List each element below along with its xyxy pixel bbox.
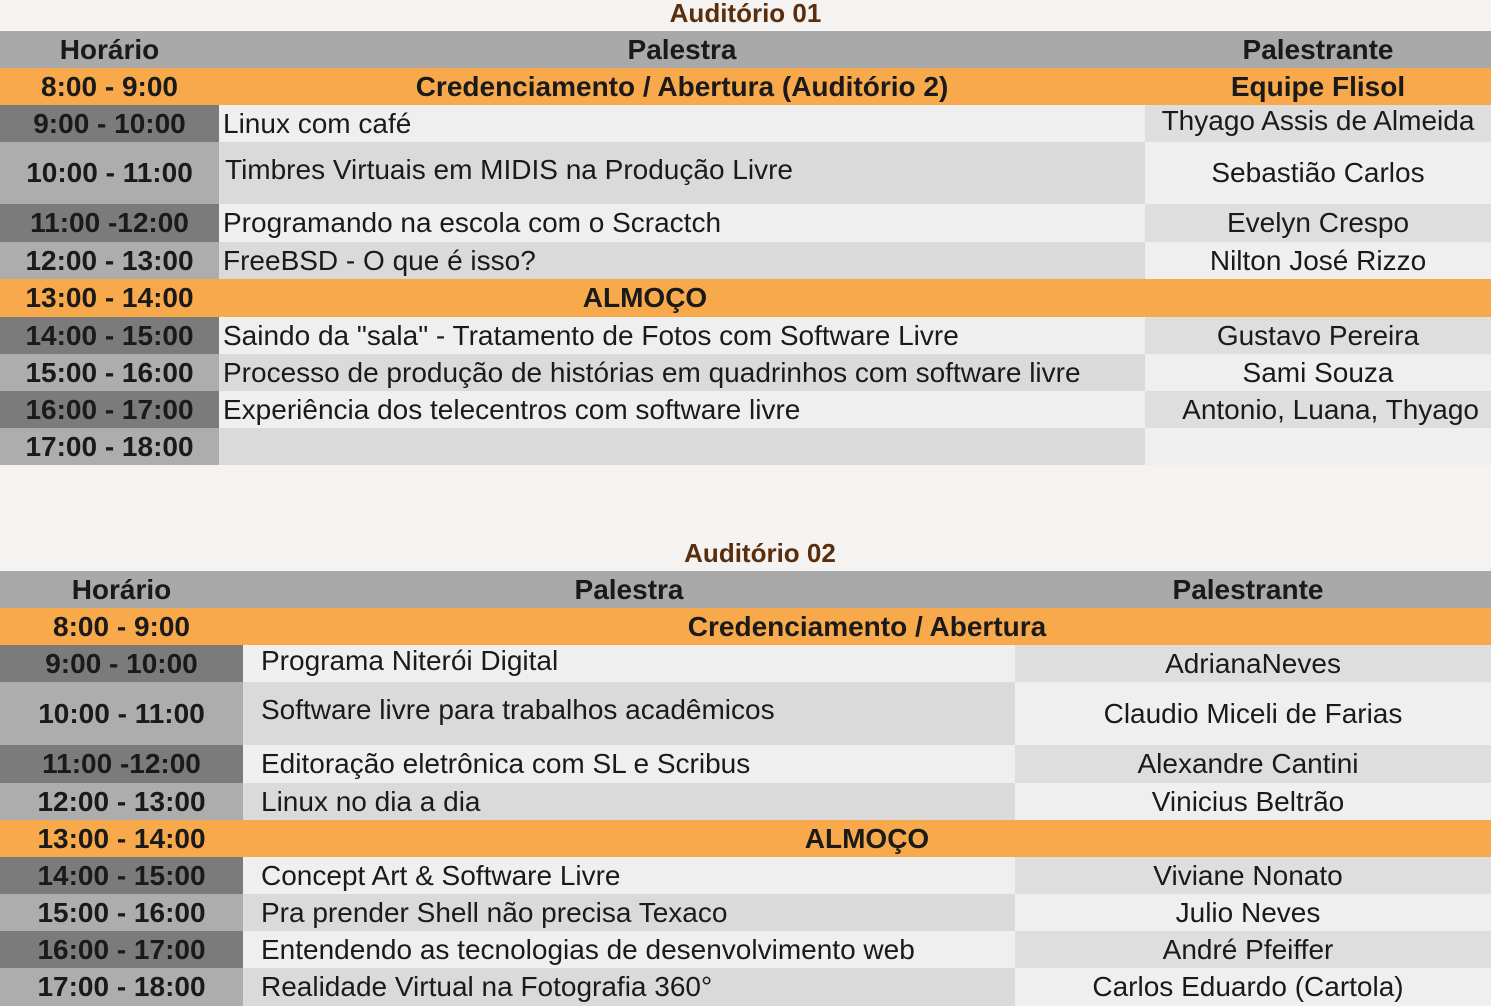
aud2-row-time: 16:00 - 17:00 <box>0 931 243 968</box>
aud1-opening-time: 8:00 - 9:00 <box>0 68 219 105</box>
aud1-row-time: 16:00 - 17:00 <box>0 391 219 428</box>
aud1-row <box>0 428 1491 465</box>
aud2-row-time: 15:00 - 16:00 <box>0 894 243 931</box>
aud1-row <box>0 317 1491 354</box>
aud2-row-time: 14:00 - 15:00 <box>0 857 243 894</box>
aud2-row-speaker: Carlos Eduardo (Cartola) <box>1015 968 1491 1006</box>
aud2-row-speaker: AdrianaNeves <box>1015 645 1491 682</box>
aud1-opening-speaker: Equipe Flisol <box>1145 68 1491 105</box>
aud2-row <box>0 857 1491 894</box>
aud1-row-time: 9:00 - 10:00 <box>0 105 219 142</box>
aud2-row-time: 17:00 - 18:00 <box>0 968 243 1006</box>
aud2-header-row <box>0 571 1491 608</box>
aud1-row-time: 10:00 - 11:00 <box>0 142 219 204</box>
aud2-row-talk: Linux no dia a dia <box>243 783 1015 820</box>
aud1-row <box>0 142 1491 204</box>
aud2-lunch-time: 13:00 - 14:00 <box>0 820 243 857</box>
aud1-row-time: 14:00 - 15:00 <box>0 317 219 354</box>
aud1-row-talk: Timbres Virtuais em MIDIS na Produção Livre <box>219 142 1145 204</box>
aud2-row-time: 10:00 - 11:00 <box>0 682 243 745</box>
auditorium-2-title: Auditório 02 <box>684 538 836 568</box>
aud1-lunch-time: 13:00 - 14:00 <box>0 279 219 317</box>
aud1-row-time: 15:00 - 16:00 <box>0 354 219 391</box>
aud1-row <box>0 391 1491 428</box>
aud1-row-speaker: Nilton José Rizzo <box>1145 242 1491 279</box>
aud2-row-speaker: Julio Neves <box>1015 894 1491 931</box>
aud2-row <box>0 682 1491 745</box>
aud2-row <box>0 968 1491 1006</box>
aud1-row-speaker: Sami Souza <box>1145 354 1491 391</box>
aud1-header-talk: Palestra <box>219 31 1145 68</box>
aud2-row-time: 12:00 - 13:00 <box>0 783 243 820</box>
aud2-row <box>0 783 1491 820</box>
aud1-row-speaker: Evelyn Crespo <box>1145 204 1491 242</box>
aud2-row <box>0 894 1491 931</box>
aud1-header-row <box>0 31 1491 68</box>
aud1-row-talk: Saindo da "sala" - Tratamento de Fotos com Software Livre <box>219 317 1145 354</box>
aud1-row-talk: Linux com café <box>219 105 1145 142</box>
aud1-row-time: 12:00 - 13:00 <box>0 242 219 279</box>
aud1-row <box>0 105 1491 142</box>
aud1-row <box>0 242 1491 279</box>
aud2-lunch-label: ALMOÇO <box>243 820 1491 857</box>
aud1-row-talk: Experiência dos telecentros com software livre <box>219 391 1145 428</box>
aud2-header-talk: Palestra <box>243 571 1015 608</box>
aud2-row-talk: Pra prender Shell não precisa Texaco <box>243 894 1015 931</box>
aud2-row <box>0 645 1491 682</box>
aud2-row-talk: Concept Art & Software Livre <box>243 857 1015 894</box>
aud2-lunch-row <box>0 820 1491 857</box>
aud2-header-speaker: Palestrante <box>1015 571 1491 608</box>
aud2-row-talk: Programa Niterói Digital <box>243 645 1015 682</box>
aud1-header-time: Horário <box>0 31 219 68</box>
aud2-row-speaker: André Pfeiffer <box>1015 931 1491 968</box>
aud2-header-time: Horário <box>0 571 243 608</box>
aud2-opening-time: 8:00 - 9:00 <box>0 608 243 645</box>
aud2-row-talk: Realidade Virtual na Fotografia 360° <box>243 968 1015 1006</box>
aud1-row-time: 17:00 - 18:00 <box>0 428 219 465</box>
aud1-row-talk: Programando na escola com o Scractch <box>219 204 1145 242</box>
aud2-row-talk: Software livre para trabalhos acadêmicos <box>243 682 1015 745</box>
aud1-row-speaker: Gustavo Pereira <box>1145 317 1491 354</box>
aud2-row <box>0 745 1491 783</box>
aud2-opening-talk: Credenciamento / Abertura <box>243 608 1491 645</box>
aud1-row <box>0 354 1491 391</box>
aud2-row-speaker: Vinicius Beltrão <box>1015 783 1491 820</box>
aud2-row <box>0 931 1491 968</box>
aud2-opening-row <box>0 608 1491 645</box>
aud1-row <box>0 204 1491 242</box>
aud2-row-speaker: Claudio Miceli de Farias <box>1015 682 1491 745</box>
aud2-row-time: 9:00 - 10:00 <box>0 645 243 682</box>
aud2-row-talk: Entendendo as tecnologias de desenvolvimento web <box>243 931 1015 968</box>
aud1-row-talk <box>219 428 1145 465</box>
aud1-row-speaker: Sebastião Carlos <box>1145 142 1491 204</box>
aud2-row-speaker: Alexandre Cantini <box>1015 745 1491 783</box>
aud1-row-speaker: Antonio, Luana, Thyago <box>1145 391 1491 428</box>
aud1-opening-row <box>0 68 1491 105</box>
aud1-row-speaker <box>1145 428 1491 465</box>
auditorium-1-title: Auditório 01 <box>669 0 822 28</box>
aud2-row-time: 11:00 -12:00 <box>0 745 243 783</box>
aud1-opening-talk: Credenciamento / Abertura (Auditório 2) <box>219 68 1145 105</box>
aud2-row-speaker: Viviane Nonato <box>1015 857 1491 894</box>
aud1-row-time: 11:00 -12:00 <box>0 204 219 242</box>
aud1-row-talk: FreeBSD - O que é isso? <box>219 242 1145 279</box>
aud1-lunch-label: ALMOÇO <box>219 279 1491 317</box>
aud2-row-talk: Editoração eletrônica com SL e Scribus <box>243 745 1015 783</box>
aud1-row-talk: Processo de produção de histórias em quadrinhos com software livre <box>219 354 1145 391</box>
aud1-row-speaker: Thyago Assis de Almeida <box>1145 105 1491 142</box>
aud1-lunch-row <box>0 279 1491 317</box>
aud1-header-speaker: Palestrante <box>1145 31 1491 68</box>
